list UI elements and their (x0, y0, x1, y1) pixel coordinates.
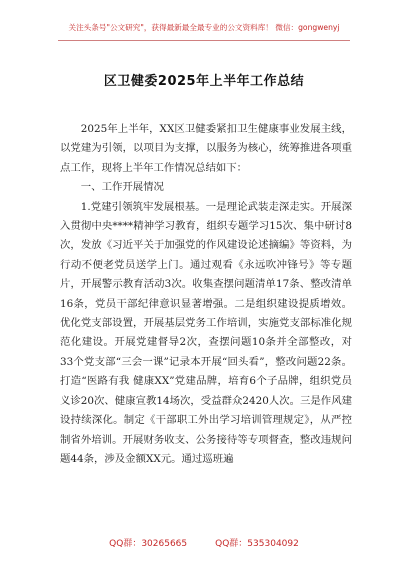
intro-paragraph: 2025年上半年，XX区卫健委紧扣卫生健康事业发展主线，以党建为引领，以项目为支撑，以服务为核心，统筹推进各项重点工作，现将上半年工作情况总结如下： (60, 123, 352, 174)
body-paragraph: 1.党建引领筑牢发展根基。一是理论武装走深走实。开展深入贯彻中央****精神学习教育，组织专题学习15次、集中研讨8次，发放《习近平关于加强党的作风建设论述摘编》等资料，为行动不便老党员送学上门。通过观看《永远吹冲锋号》等专题片，开展警示教育活动3次。收集查摆问题清单17条、整改清单16条，党员干部纪律意识显著增强。二是组织建设提质增效。优化党支部设置，开展基层党务工作培训，实施党支部标准化规范化建设。开展党建督导2次，查摆问题10条并全部整改，对33个党支部“三会一课”记录本开展“回头看”，整改问题22条。打造“医路有我 健康XX”党建品牌，培育6个子品牌，组织党员义诊20次、健康宣教14场次，受益群众2420人次。三是作风建设持续深化。制定《干部职工外出学习培训管理规定》，从严控制省外培训。开展财务收支、公务接待等专项督查，整改违规问题44条，涉及金额XX元。通过巡班遍 (60, 200, 352, 465)
footer-qq-group-2: QQ群：535304092 (215, 539, 299, 549)
footer-contacts (0, 536, 408, 549)
document-title: 区卫健委2025年上半年工作总结 (103, 74, 305, 89)
header-divider (58, 40, 350, 41)
footer-qq-group-1: QQ群：30265665 (109, 539, 188, 549)
header-banner: 关注头条号"公文研究"，获得最新最全最专业的公文资料库！ 微信：gongwenyj (68, 23, 340, 32)
section-heading: 一、工作开展情况 (80, 181, 164, 194)
document-body (60, 120, 352, 469)
